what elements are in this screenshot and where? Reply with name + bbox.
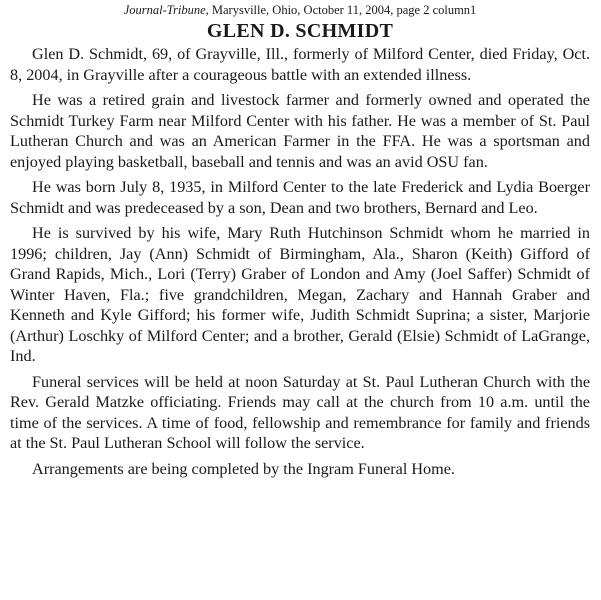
publication-details: , Marysville, Ohio, October 11, 2004, page 2 column1 xyxy=(205,3,477,17)
obituary-headline: GLEN D. SCHMIDT xyxy=(206,20,394,42)
paragraph-arrangements: Arrangements are being completed by the Ingram Funeral Home. xyxy=(32,459,455,478)
paragraph-survivors: He is survived by his wife, Mary Ruth Hutchinson Schmidt whom he married in 1996; children, Jay (Ann) Schmidt of Birmingham, Ala., Sharon (Keith) Gifford of Grand Rapids, Mich., Lori (Terry) Graber of London and Amy (Joel Saffer) Schmidt of Winter Haven, Fla.; five grandchildren, Megan, Zachary and Hannah Graber and Kenneth and Kyle Gifford; his former wife, Judith Schmidt Suprina; a sister, Marjorie (Arthur) Loschky of Milford Center; and a brother, Gerald (Elsie) Schmidt of LaGrange, Ind. xyxy=(10,224,590,365)
newspaper-name: Journal-Tribune xyxy=(123,3,206,17)
obituary-clipping xyxy=(10,2,590,479)
paragraph-death-notice: Glen D. Schmidt, 69, of Grayville, Ill., formerly of Milford Center, died Friday, Oct. 8, 2004, in Grayville after a courageous battle with an extended illness. xyxy=(10,45,590,84)
paragraph-career: He was a retired grain and livestock farmer and formerly owned and operated the Schmidt Turkey Farm near Milford Center with his father. He was a member of St. Paul Lutheran Church and was an American Farmer in the FFA. He was a sportsman and enjoyed playing basketball, baseball and tennis and was an avid OSU fan. xyxy=(10,91,590,171)
paragraph-services: Funeral services will be held at noon Saturday at St. Paul Lutheran Church with the Rev. Gerald Matzke officiating. Friends may call at the church from 10 a.m. until the time of the services. A time of food, fellowship and remembrance for family and friends at the St. Paul Lutheran School will follow the service. xyxy=(10,372,590,452)
paragraph-birth: He was born July 8, 1935, in Milford Center to the late Frederick and Lydia Boerger Schmidt and was predeceased by a son, Dean and two brothers, Bernard and Leo. xyxy=(10,178,590,217)
source-citation xyxy=(10,2,590,19)
